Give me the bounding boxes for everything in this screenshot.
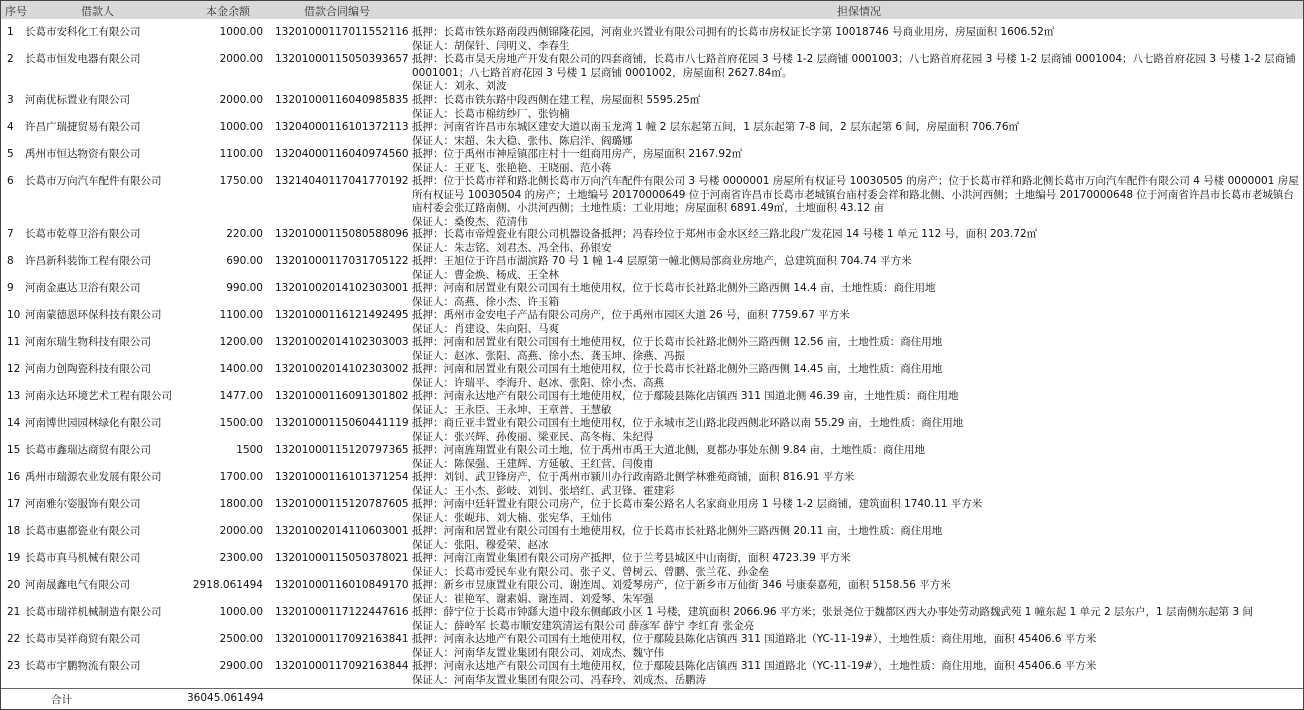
borrower-name: 河南力创陶瓷科技有限公司 (25, 363, 151, 375)
table-row (1, 579, 1303, 606)
row-number: 18 (7, 525, 21, 537)
row-number: 20 (7, 579, 21, 591)
row-number: 16 (7, 471, 21, 483)
principal-amount: 1477.00 (219, 390, 263, 402)
contract-number: 13201000115120797365 (275, 444, 409, 456)
guarantee-line: 抵押：河南和居置业有限公司国有土地使用权，位于长葛市长社路北侧外三路西侧 14.4 亩，土地性质：商住用地 (412, 282, 936, 294)
guarantee-detail (412, 336, 1300, 363)
header-no: 序号 (5, 5, 27, 18)
borrower-name: 长葛市安科化工有限公司 (25, 26, 141, 38)
table-row (1, 94, 1303, 121)
contract-number: 13201000115050378021 (275, 552, 409, 564)
borrower-name: 许昌广瑞捷贸易有限公司 (25, 121, 141, 133)
contract-number: 13201000117092163844 (275, 660, 409, 672)
principal-amount: 1400.00 (219, 363, 263, 375)
contract-number: 13201000116010849170 (275, 579, 409, 591)
table-row (1, 336, 1303, 363)
guarantee-line: 保证人：宋超、朱大稳、张伟、陈启洋、阎璐娜 (412, 134, 633, 147)
header-amount: 本金余额 (206, 5, 250, 18)
guarantee-line: 保证人：张阳、穆爱荣、赵冰 (412, 538, 549, 551)
guarantee-detail (412, 363, 1300, 390)
guarantee-line: 抵押：河南永达地产有限公司国有土地使用权，位于鄢陵县陈化店镇西 311 国道路北（YC-11-19#），土地性质：商住用地，面积 45406.6 平方米 (412, 633, 1097, 645)
row-number: 5 (7, 148, 14, 160)
guarantee-line: 抵押：薛宁位于长葛市钟繇大道中段东侧邮政小区 1 号楼，建筑面积 2066.96 平方米；张景尧位于魏都区西大办事处劳动路魏武苑 1 幢东起 1 单元 2 层东户，1 层南侧东起第 3 间 (412, 606, 1253, 618)
guarantee-detail (412, 390, 1300, 417)
borrower-name: 长葛市昊祥商贸有限公司 (25, 633, 141, 645)
header-guarantee: 担保情况 (837, 5, 881, 18)
row-number: 1 (7, 26, 14, 38)
guarantee-line: 保证人：薛岭军 长葛市顺安建筑清运有限公司 薛彦军 薛宁 李红育 张金亮 (412, 619, 755, 632)
borrower-name: 河南晟鑫电气有限公司 (25, 579, 130, 591)
guarantee-line: 保证人：朱志铭、刘君杰、冯全伟、孙银安 (412, 241, 612, 254)
guarantee-line: 保证人：王小杰、彭岐、刘钊、张培红、武卫锋、霍建彩 (412, 484, 675, 497)
guarantee-line: 抵押：禹州市金安电子产品有限公司房产，位于禹州市园区大道 26 号，面积 7759.67 平方米 (412, 309, 850, 321)
guarantee-line: 抵押：河南永达地产有限公司国有土地使用权，位于鄢陵县陈化店镇西 311 国道北侧 46.39 亩，土地性质：商住用地 (412, 390, 959, 402)
contract-number: 13201002014110603001 (275, 525, 409, 537)
principal-amount: 1100.00 (219, 309, 263, 321)
guarantee-line: 抵押：长葛市昊天房地产开发有限公司的四套商铺，长葛市八七路首府花园 3 号楼 1-2 层商铺 0001003；八七路首府花园 3 号楼 1-2 层商铺 0001004；八七路首府花园 3 号楼 1-2 层商铺 0001001；八七路首府花园 3 号楼 1 层商铺 0001002，房屋面积 2627.84㎡。 (412, 53, 1296, 79)
guarantee-detail (412, 148, 1300, 175)
table-row (1, 255, 1303, 282)
contract-number: 13201000117031705122 (275, 255, 409, 267)
guarantee-line: 抵押：河南和居置业有限公司国有土地使用权，位于长葛市长社路北侧外三路西侧 20.11 亩，土地性质：商住用地 (412, 525, 943, 537)
guarantee-line: 抵押：长葛市铁东路中段西侧在建工程，房屋面积 5595.25㎡ (412, 94, 701, 106)
table-row (1, 228, 1303, 255)
table-row (1, 175, 1303, 229)
principal-amount: 2300.00 (219, 552, 263, 564)
guarantee-line: 抵押：商丘亚丰置业有限公司国有土地使用权，位于永城市芝山路北段西侧北环路以南 55.29 亩，土地性质：商住用地 (412, 417, 964, 429)
guarantee-line: 保证人：河南华友置业集团有限公司、冯春玲、刘成杰、岳鹏涛 (412, 673, 706, 686)
guarantee-line: 保证人：张兴辉、孙俊丽、梁亚民、高冬梅、朱纪得 (412, 430, 654, 443)
contract-number: 13201000116101371254 (275, 471, 409, 483)
contract-number: 13201000115060441119 (275, 417, 409, 429)
contract-number: 13201000116121492495 (275, 309, 409, 321)
guarantee-line: 抵押：河南永达地产有限公司国有土地使用权，位于鄢陵县陈化店镇西 311 国道路北（YC-11-19#），土地性质：商住用地，面积 45406.6 平方米 (412, 660, 1097, 672)
principal-amount: 2000.00 (219, 525, 263, 537)
guarantee-detail (412, 579, 1300, 606)
guarantee-line: 抵押：河南旌翔置业有限公司土地，位于禹州市禹王大道北侧，夏都办事处东侧 9.84 亩，土地性质：商住用地 (412, 444, 926, 456)
row-number: 3 (7, 94, 14, 106)
guarantee-line: 保证人：张岘玮、刘大楠、张宪华、王灿伟 (412, 511, 612, 524)
table-row (1, 282, 1303, 309)
table-header (1, 1, 1303, 19)
row-number: 9 (7, 282, 14, 294)
borrower-name: 长葛市惠都瓷业有限公司 (25, 525, 141, 537)
guarantee-line: 抵押：王旭位于许昌市湖滨路 70 号 1 幢 1-4 层原第一幢北侧局部商业房地产，总建筑面积 704.74 平方米 (412, 255, 912, 267)
row-number: 17 (7, 498, 21, 510)
table-row (1, 498, 1303, 525)
guarantee-line: 保证人：王永臣、王永坤、王章普、王慧敏 (412, 403, 612, 416)
guarantee-line: 抵押：河南中廷轩置业有限公司房产，位于长葛市秦公路名人名家商业用房 1 号楼 1-2 层商铺，建筑面积 1740.11 平方米 (412, 498, 983, 510)
guarantee-line: 保证人：王亚飞、张艳艳、王晓丽、范小蒋 (412, 161, 612, 174)
principal-amount: 690.00 (226, 255, 263, 267)
row-number: 19 (7, 552, 21, 564)
guarantee-detail (412, 282, 1300, 309)
guarantee-detail (412, 94, 1300, 121)
row-number: 22 (7, 633, 21, 645)
borrower-name: 禹州市恒达物资有限公司 (25, 148, 141, 160)
guarantee-line: 保证人：刘永、刘波 (412, 80, 507, 92)
row-number: 2 (7, 53, 14, 65)
principal-amount: 220.00 (226, 228, 263, 240)
principal-amount: 1700.00 (219, 471, 263, 483)
row-number: 4 (7, 121, 14, 133)
borrower-name: 河南博世园园林绿化有限公司 (25, 417, 162, 429)
principal-amount: 2900.00 (219, 660, 263, 672)
header-contract: 借款合同编号 (304, 5, 370, 18)
table-row (1, 148, 1303, 175)
principal-amount: 1000.00 (219, 26, 263, 38)
guarantee-line: 保证人：长葛市棉纺纱厂、张钧楠 (412, 107, 570, 120)
table-row (1, 390, 1303, 417)
principal-amount: 2000.00 (219, 53, 263, 65)
principal-amount: 1100.00 (219, 148, 263, 160)
contract-number: 13201002014102303001 (275, 282, 409, 294)
guarantee-line: 抵押：河南江南置业集团有限公司房产抵押，位于兰考县城区中山南街，面积 4723.39 平方米 (412, 552, 851, 564)
table-row (1, 53, 1303, 94)
guarantee-line: 抵押：河南省许昌市东城区建安大道以南玉龙湾 1 幢 2 层东起第五间，1 层东起第 7-8 间，2 层东起第 6 间，房屋面积 706.76㎡ (412, 121, 1020, 133)
table-row (1, 660, 1303, 687)
guarantee-line: 保证人：赵冰、张阳、高燕、徐小杰、龚玉坤、徐燕、冯振 (412, 349, 685, 362)
row-number: 13 (7, 390, 21, 402)
guarantee-line: 保证人：陈保强、王建辉、方延敏、王红营、闫俊甫 (412, 457, 654, 470)
borrower-name: 河南蒙德恩环保科技有限公司 (25, 309, 162, 321)
guarantee-line: 保证人：胡保针、闫明义、李春生 (412, 39, 570, 52)
row-number: 12 (7, 363, 21, 375)
guarantee-line: 保证人：河南华友置业集团有限公司、刘成杰、魏守伟 (412, 646, 664, 659)
guarantee-line: 保证人：桑俊杰、范清伟 (412, 215, 528, 228)
borrower-name: 禹州市瑞源农业发展有限公司 (25, 471, 162, 483)
row-number: 8 (7, 255, 14, 267)
contract-number: 13201000115120787605 (275, 498, 409, 510)
total-row (1, 688, 1303, 709)
guarantee-detail (412, 309, 1300, 336)
table-row (1, 552, 1303, 579)
table-row (1, 606, 1303, 633)
table-row (1, 417, 1303, 444)
contract-number: 13201000115080588096 (275, 228, 409, 240)
guarantee-detail (412, 606, 1300, 633)
guarantee-line: 保证人：高燕、徐小杰、许玉箱 (412, 295, 559, 308)
borrower-name: 河南优标置业有限公司 (25, 94, 130, 106)
guarantee-line: 抵押：长葛市帝煌瓷业有限公司机器设备抵押；冯春玲位于郑州市金水区经三路北段广发花园 14 号楼 1 单元 112 号，面积 203.72㎡ (412, 228, 1038, 240)
row-number: 14 (7, 417, 21, 429)
guarantee-detail (412, 471, 1300, 498)
row-number: 15 (7, 444, 21, 456)
table-row (1, 363, 1303, 390)
principal-amount: 1800.00 (219, 498, 263, 510)
borrower-name: 长葛市恒发电器有限公司 (25, 53, 141, 65)
guarantee-detail (412, 498, 1300, 525)
contract-number: 13204000116101372113 (275, 121, 409, 133)
contract-number: 13201002014102303003 (275, 336, 409, 348)
table-row (1, 26, 1303, 53)
guarantee-detail (412, 53, 1300, 94)
guarantee-line: 抵押：位于长葛市祥和路北侧长葛市万向汽车配件有限公司 3 号楼 0000001 房屋所有权证号 10030505 的房产；位于长葛市祥和路北侧长葛市万向汽车配件有限公司 4 号楼 0000001 房屋所有权证号 10030504 的房产；土地编号 20170000649 位于河南省许昌市长葛市老城镇台庙村委会祥和路北侧、小洪河西侧；土地编号 20170000648 位于河南省许昌市长葛市老城镇台庙村委会张辽路南侧、小洪河西侧；土地性质：工业用地；房屋面积 6891.49㎡，土地面积 43.12 亩 (412, 175, 1299, 214)
table-row (1, 525, 1303, 552)
guarantee-detail (412, 26, 1300, 53)
borrower-name: 长葛市乾尊卫浴有限公司 (25, 228, 141, 240)
principal-amount: 1000.00 (219, 606, 263, 618)
table-row (1, 121, 1303, 148)
borrower-name: 河南永达环境艺术工程有限公司 (25, 390, 172, 402)
contract-number: 13201000115050393657 (275, 53, 409, 65)
principal-amount: 1500.00 (219, 417, 263, 429)
guarantee-detail (412, 525, 1300, 552)
principal-amount: 1750.00 (219, 175, 263, 187)
guarantee-detail (412, 444, 1300, 471)
principal-amount: 2500.00 (219, 633, 263, 645)
contract-number: 13204000116040974560 (275, 148, 409, 160)
guarantee-line: 保证人：许瑞平、李海升、赵冰、张阳、徐小杰、高燕 (412, 376, 664, 389)
contract-number: 13201000117092163841 (275, 633, 409, 645)
borrower-name: 长葛市鑫瑞达商贸有限公司 (25, 444, 151, 456)
guarantee-line: 保证人：曹金焕、杨成、王全林 (412, 268, 559, 281)
contract-number: 13201002014102303002 (275, 363, 409, 375)
guarantee-detail (412, 552, 1300, 579)
guarantee-line: 保证人：长葛市爱民车业有限公司、张子义、曾树云、曾鹏、张兰花、孙金垒 (412, 565, 769, 578)
guarantee-line: 抵押：刘钊、武卫锋房产，位于禹州市颍川办行政南路北侧学林雅苑商铺，面积 816.91 平方米 (412, 471, 855, 483)
guarantee-detail (412, 255, 1300, 282)
borrower-name: 长葛市真马机械有限公司 (25, 552, 141, 564)
borrower-name: 河南东瑞生物科技有限公司 (25, 336, 151, 348)
guarantee-detail (412, 175, 1300, 229)
contract-number: 13214040117041770192 (275, 175, 409, 187)
borrower-name: 长葛市万向汽车配件有限公司 (25, 175, 162, 187)
guarantee-line: 保证人：肖建设、朱向阳、马爽 (412, 322, 559, 335)
principal-amount: 2000.00 (219, 94, 263, 106)
principal-amount: 1000.00 (219, 121, 263, 133)
total-label: 合计 (51, 694, 72, 706)
guarantee-detail (412, 417, 1300, 444)
row-number: 7 (7, 228, 14, 240)
guarantee-line: 抵押：长葛市铁东路南段西侧锦隆花园，河南业兴置业有限公司拥有的长葛市房权证长字第 10018746 号商业用房，房屋面积 1606.52㎡ (412, 26, 1055, 38)
guarantee-line: 抵押：河南和居置业有限公司国有土地使用权，位于长葛市长社路北侧外三路西侧 14.45 亩，土地性质：商住用地 (412, 363, 943, 375)
row-number: 21 (7, 606, 21, 618)
guarantee-detail (412, 121, 1300, 148)
guarantee-line: 抵押：位于禹州市神垕镇邵庄村十一组商用房产，房屋面积 2167.92㎡ (412, 148, 743, 160)
contract-number: 13201000117011552116 (275, 26, 409, 38)
principal-amount: 1200.00 (219, 336, 263, 348)
contract-number: 13201000116091301802 (275, 390, 409, 402)
guarantee-line: 保证人：崔艳军、谢素娟、谢连周、刘爱琴、朱军强 (412, 592, 654, 605)
guarantee-line: 抵押：新乡市昱康置业有限公司、谢连周、刘爱琴房产，位于新乡市万仙街 346 号康泰嘉苑，面积 5158.56 平方米 (412, 579, 951, 591)
table-row (1, 633, 1303, 660)
row-number: 11 (7, 336, 21, 348)
table-row (1, 309, 1303, 336)
borrower-name: 许昌新科装饰工程有限公司 (25, 255, 151, 267)
guarantee-line: 抵押：河南和居置业有限公司国有土地使用权，位于长葛市长社路北侧外三路西侧 12.56 亩，土地性质：商住用地 (412, 336, 943, 348)
row-number: 23 (7, 660, 21, 672)
total-value: 36045.061494 (187, 692, 264, 704)
guarantee-detail (412, 633, 1300, 660)
contract-number: 13201000117122447616 (275, 606, 409, 618)
guarantee-detail (412, 660, 1300, 687)
guarantee-detail (412, 228, 1300, 255)
table-row (1, 444, 1303, 471)
row-number: 10 (7, 309, 21, 321)
table-row (1, 471, 1303, 498)
borrower-name: 河南雅尔姿服饰有限公司 (25, 498, 141, 510)
contract-number: 13201000116040985835 (275, 94, 409, 106)
borrower-name: 河南金惠达卫浴有限公司 (25, 282, 141, 294)
borrower-name: 长葛市宇鹏物流有限公司 (25, 660, 141, 672)
borrower-name: 长葛市瑞祥机械制造有限公司 (25, 606, 162, 618)
principal-amount: 1500 (236, 444, 263, 456)
header-borrower: 借款人 (81, 5, 114, 18)
row-number: 6 (7, 175, 14, 187)
principal-amount: 2918.061494 (192, 579, 263, 591)
principal-amount: 990.00 (226, 282, 263, 294)
